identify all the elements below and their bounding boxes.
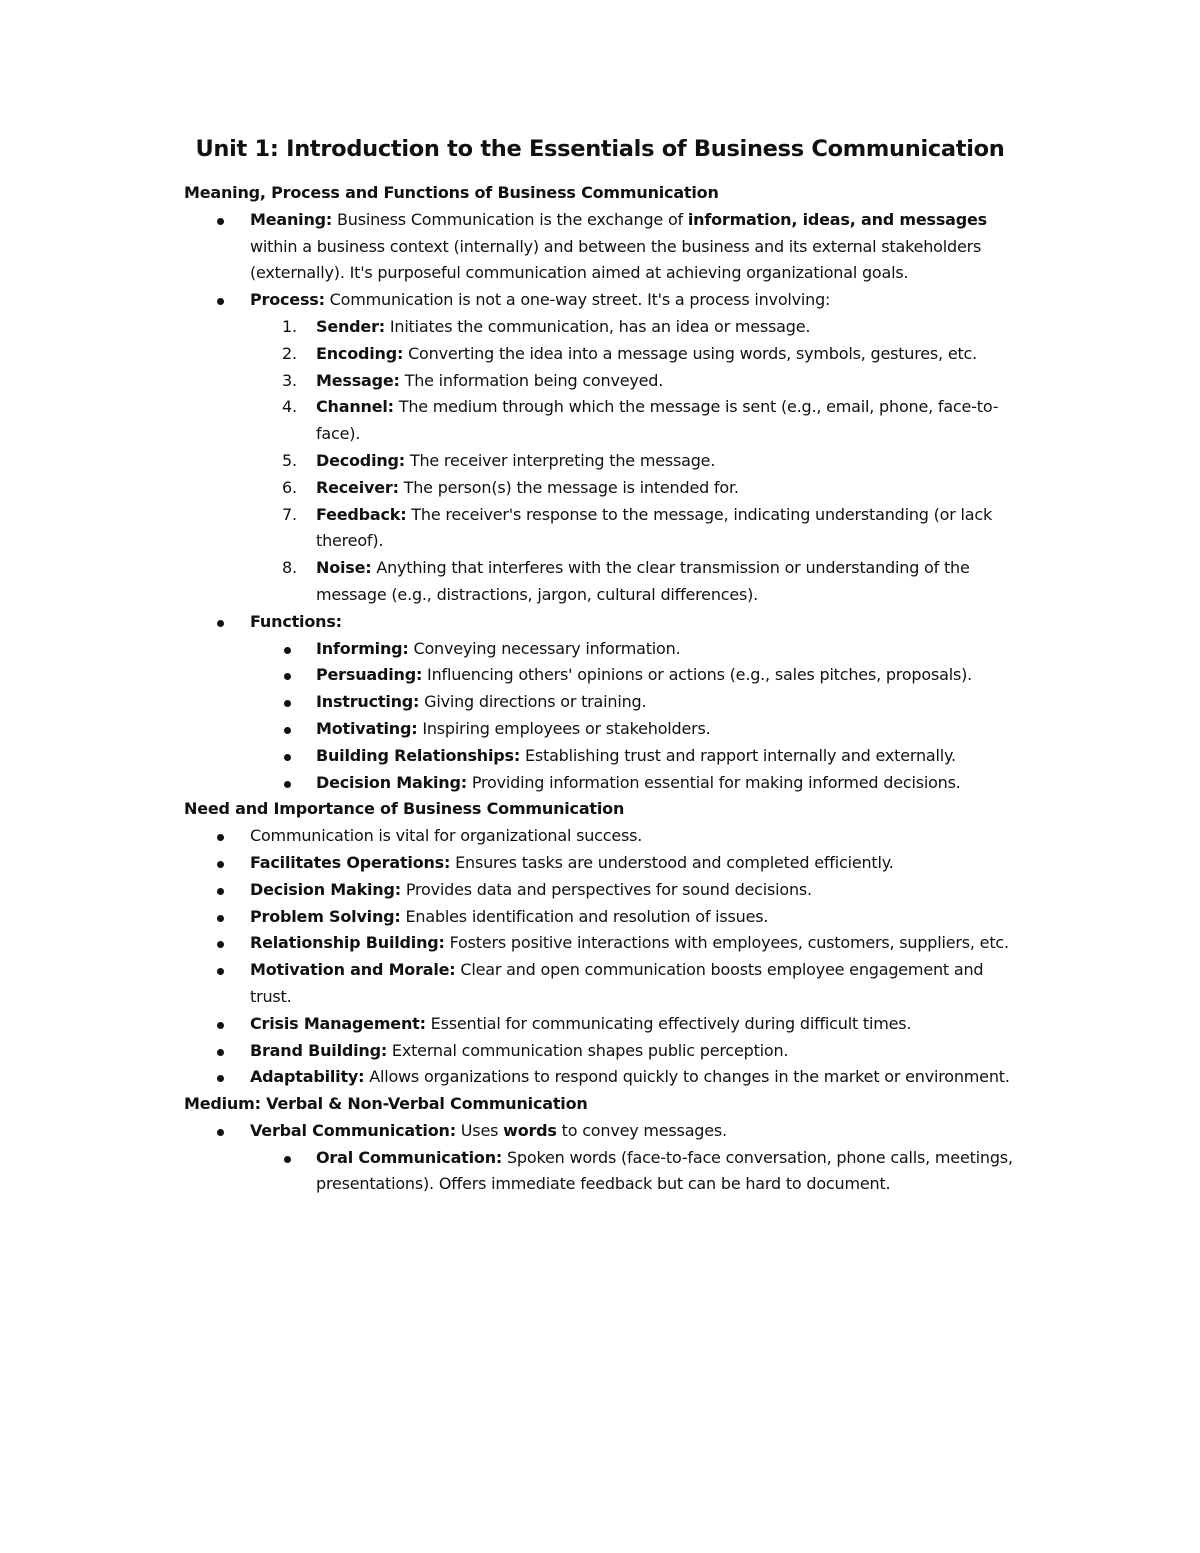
function-text: Inspiring employees or stakeholders. [417,718,711,738]
function-text: Influencing others' opinions or actions (e.g., sales pitches, proposals). [422,665,973,685]
item-label: Motivation and Morale: [250,960,456,980]
process-step [184,502,1024,556]
step-label: Noise: [316,558,372,578]
bullet-icon [284,754,291,761]
step-number: 1. [282,316,297,336]
item-text: Business Communication is the exchange of [332,209,688,229]
step-text: Initiates the communication, has an idea or message. [384,316,811,336]
bullet-icon [284,1156,291,1163]
function-item [184,716,1024,743]
functions-sublist [184,636,1024,797]
item-label: Relationship Building: [250,933,445,953]
step-number: 2. [282,343,297,363]
bullet-icon [217,834,224,841]
process-step [184,368,1024,395]
list-item-meaning [184,207,1024,287]
step-label: Channel: [316,397,394,417]
list-item [184,823,1024,850]
item-text: Clear and open communication boosts employee engagement and trust. [250,960,984,1006]
item-text: to convey messages. [556,1120,727,1140]
bullet-icon [217,1075,224,1082]
step-number: 8. [282,558,297,578]
step-number: 6. [282,477,297,497]
step-number: 3. [282,370,297,390]
function-text: Giving directions or training. [419,692,647,712]
bullet-icon [284,700,291,707]
functions-list [184,609,1024,636]
item-text: Spoken words (face-to-face conversation, phone calls, meetings, presentations). Offers immediate feedback but can be hard to document. [316,1147,1013,1194]
list-item [184,1038,1024,1065]
list-item [184,850,1024,877]
list-item [184,1064,1024,1091]
bullet-icon [217,861,224,868]
step-label: Sender: [316,316,385,336]
process-step [184,448,1024,475]
list-item-verbal [184,1118,1024,1145]
item-text: Allows organizations to respond quickly to changes in the market or environment. [364,1067,1010,1087]
item-text: External communication shapes public perception. [387,1040,789,1060]
item-emphasis: information, ideas, and messages [687,209,987,229]
function-item [184,689,1024,716]
item-label: Functions: [250,611,342,631]
bullet-icon [217,620,224,627]
section-heading-need: Need and Importance of Business Communication [184,799,625,819]
step-text: The information being conveyed. [399,370,664,390]
function-label: Motivating: [316,718,418,738]
list-item [184,957,1024,1011]
list-item [184,877,1024,904]
item-label: Decision Making: [250,879,401,899]
bullet-icon [217,1049,224,1056]
bullet-icon [217,968,224,975]
step-label: Decoding: [316,450,405,470]
step-label: Feedback: [316,504,407,524]
bullet-icon [217,1129,224,1136]
page-title: Unit 1: Introduction to the Essentials of Business Communication [195,136,1005,162]
item-label: Crisis Management: [250,1013,426,1033]
function-item [184,743,1024,770]
item-text: Ensures tasks are understood and completed efficiently. [450,852,894,872]
process-steps-list [184,314,1024,609]
list-item [184,930,1024,957]
function-text: Providing information essential for making informed decisions. [466,772,961,792]
function-text: Establishing trust and rapport internally and externally. [520,745,956,765]
bullet-icon [217,915,224,922]
list-item-functions [184,609,1024,636]
bullet-icon [217,298,224,305]
item-text: Communication is vital for organizational success. [250,826,643,846]
item-label: Meaning: [250,209,333,229]
function-label: Building Relationships: [316,745,521,765]
item-text: Enables identification and resolution of issues. [400,906,769,926]
section-heading-medium: Medium: Verbal & Non-Verbal Communication [184,1094,588,1114]
item-text: Uses [455,1120,504,1140]
step-label: Receiver: [316,477,399,497]
item-text: within a business context (internally) and between the business and its external stakeholders (externally). It's purposeful communication aimed at achieving organizational goals. [250,236,982,283]
item-emphasis: words [503,1120,557,1140]
document-body [184,180,1024,1198]
step-text: The receiver's response to the message, indicating understanding (or lack thereof). [316,504,993,551]
step-text: Anything that interferes with the clear transmission or understanding of the message (e.g., distractions, jargon, cultural differences). [316,558,970,604]
bullet-icon [284,781,291,788]
bullet-icon [217,941,224,948]
bullet-icon [284,647,291,654]
function-label: Instructing: [316,692,420,712]
meaning-list [184,207,1024,314]
step-text: Converting the idea into a message using words, symbols, gestures, etc. [403,343,978,363]
bullet-icon [284,727,291,734]
section-heading-meaning: Meaning, Process and Functions of Business Communication [184,183,719,202]
process-step [184,394,1024,448]
step-number: 5. [282,450,297,470]
step-label: Encoding: [316,343,404,363]
item-label: Problem Solving: [250,906,401,926]
step-number: 4. [282,397,297,417]
list-item [184,904,1024,931]
process-step [184,475,1024,502]
step-text: The medium through which the message is sent (e.g., email, phone, face-to-face). [316,397,999,444]
function-label: Persuading: [316,665,423,685]
item-label: Adaptability: [250,1067,365,1087]
bullet-icon [217,218,224,225]
medium-list [184,1118,1024,1145]
item-text: Communication is not a one-way street. It's a process involving: [324,290,831,310]
function-label: Decision Making: [316,772,467,792]
step-text: The receiver interpreting the message. [405,450,716,470]
item-label: Oral Communication: [316,1147,503,1167]
function-item [184,636,1024,663]
item-label: Brand Building: [250,1040,388,1060]
function-label: Informing: [316,638,409,658]
function-item [184,662,1024,689]
item-label: Process: [250,290,325,310]
bullet-icon [217,888,224,895]
process-step [184,314,1024,341]
step-number: 7. [282,504,297,524]
step-text: The person(s) the message is intended for. [398,477,739,497]
function-item [184,770,1024,797]
step-label: Message: [316,370,400,390]
function-text: Conveying necessary information. [408,638,681,658]
process-step [184,555,1024,609]
need-list [184,823,1024,1091]
item-label: Facilitates Operations: [250,852,451,872]
item-text: Fosters positive interactions with employees, customers, suppliers, etc. [444,933,1009,953]
bullet-icon [217,1022,224,1029]
item-label: Verbal Communication: [250,1120,456,1140]
list-item [184,1011,1024,1038]
list-item-process [184,287,1024,314]
verbal-sublist [184,1145,1024,1199]
list-item-oral [184,1145,1024,1199]
process-step [184,341,1024,368]
bullet-icon [284,673,291,680]
item-text: Provides data and perspectives for sound decisions. [400,879,812,899]
item-text: Essential for communicating effectively during difficult times. [425,1013,912,1033]
